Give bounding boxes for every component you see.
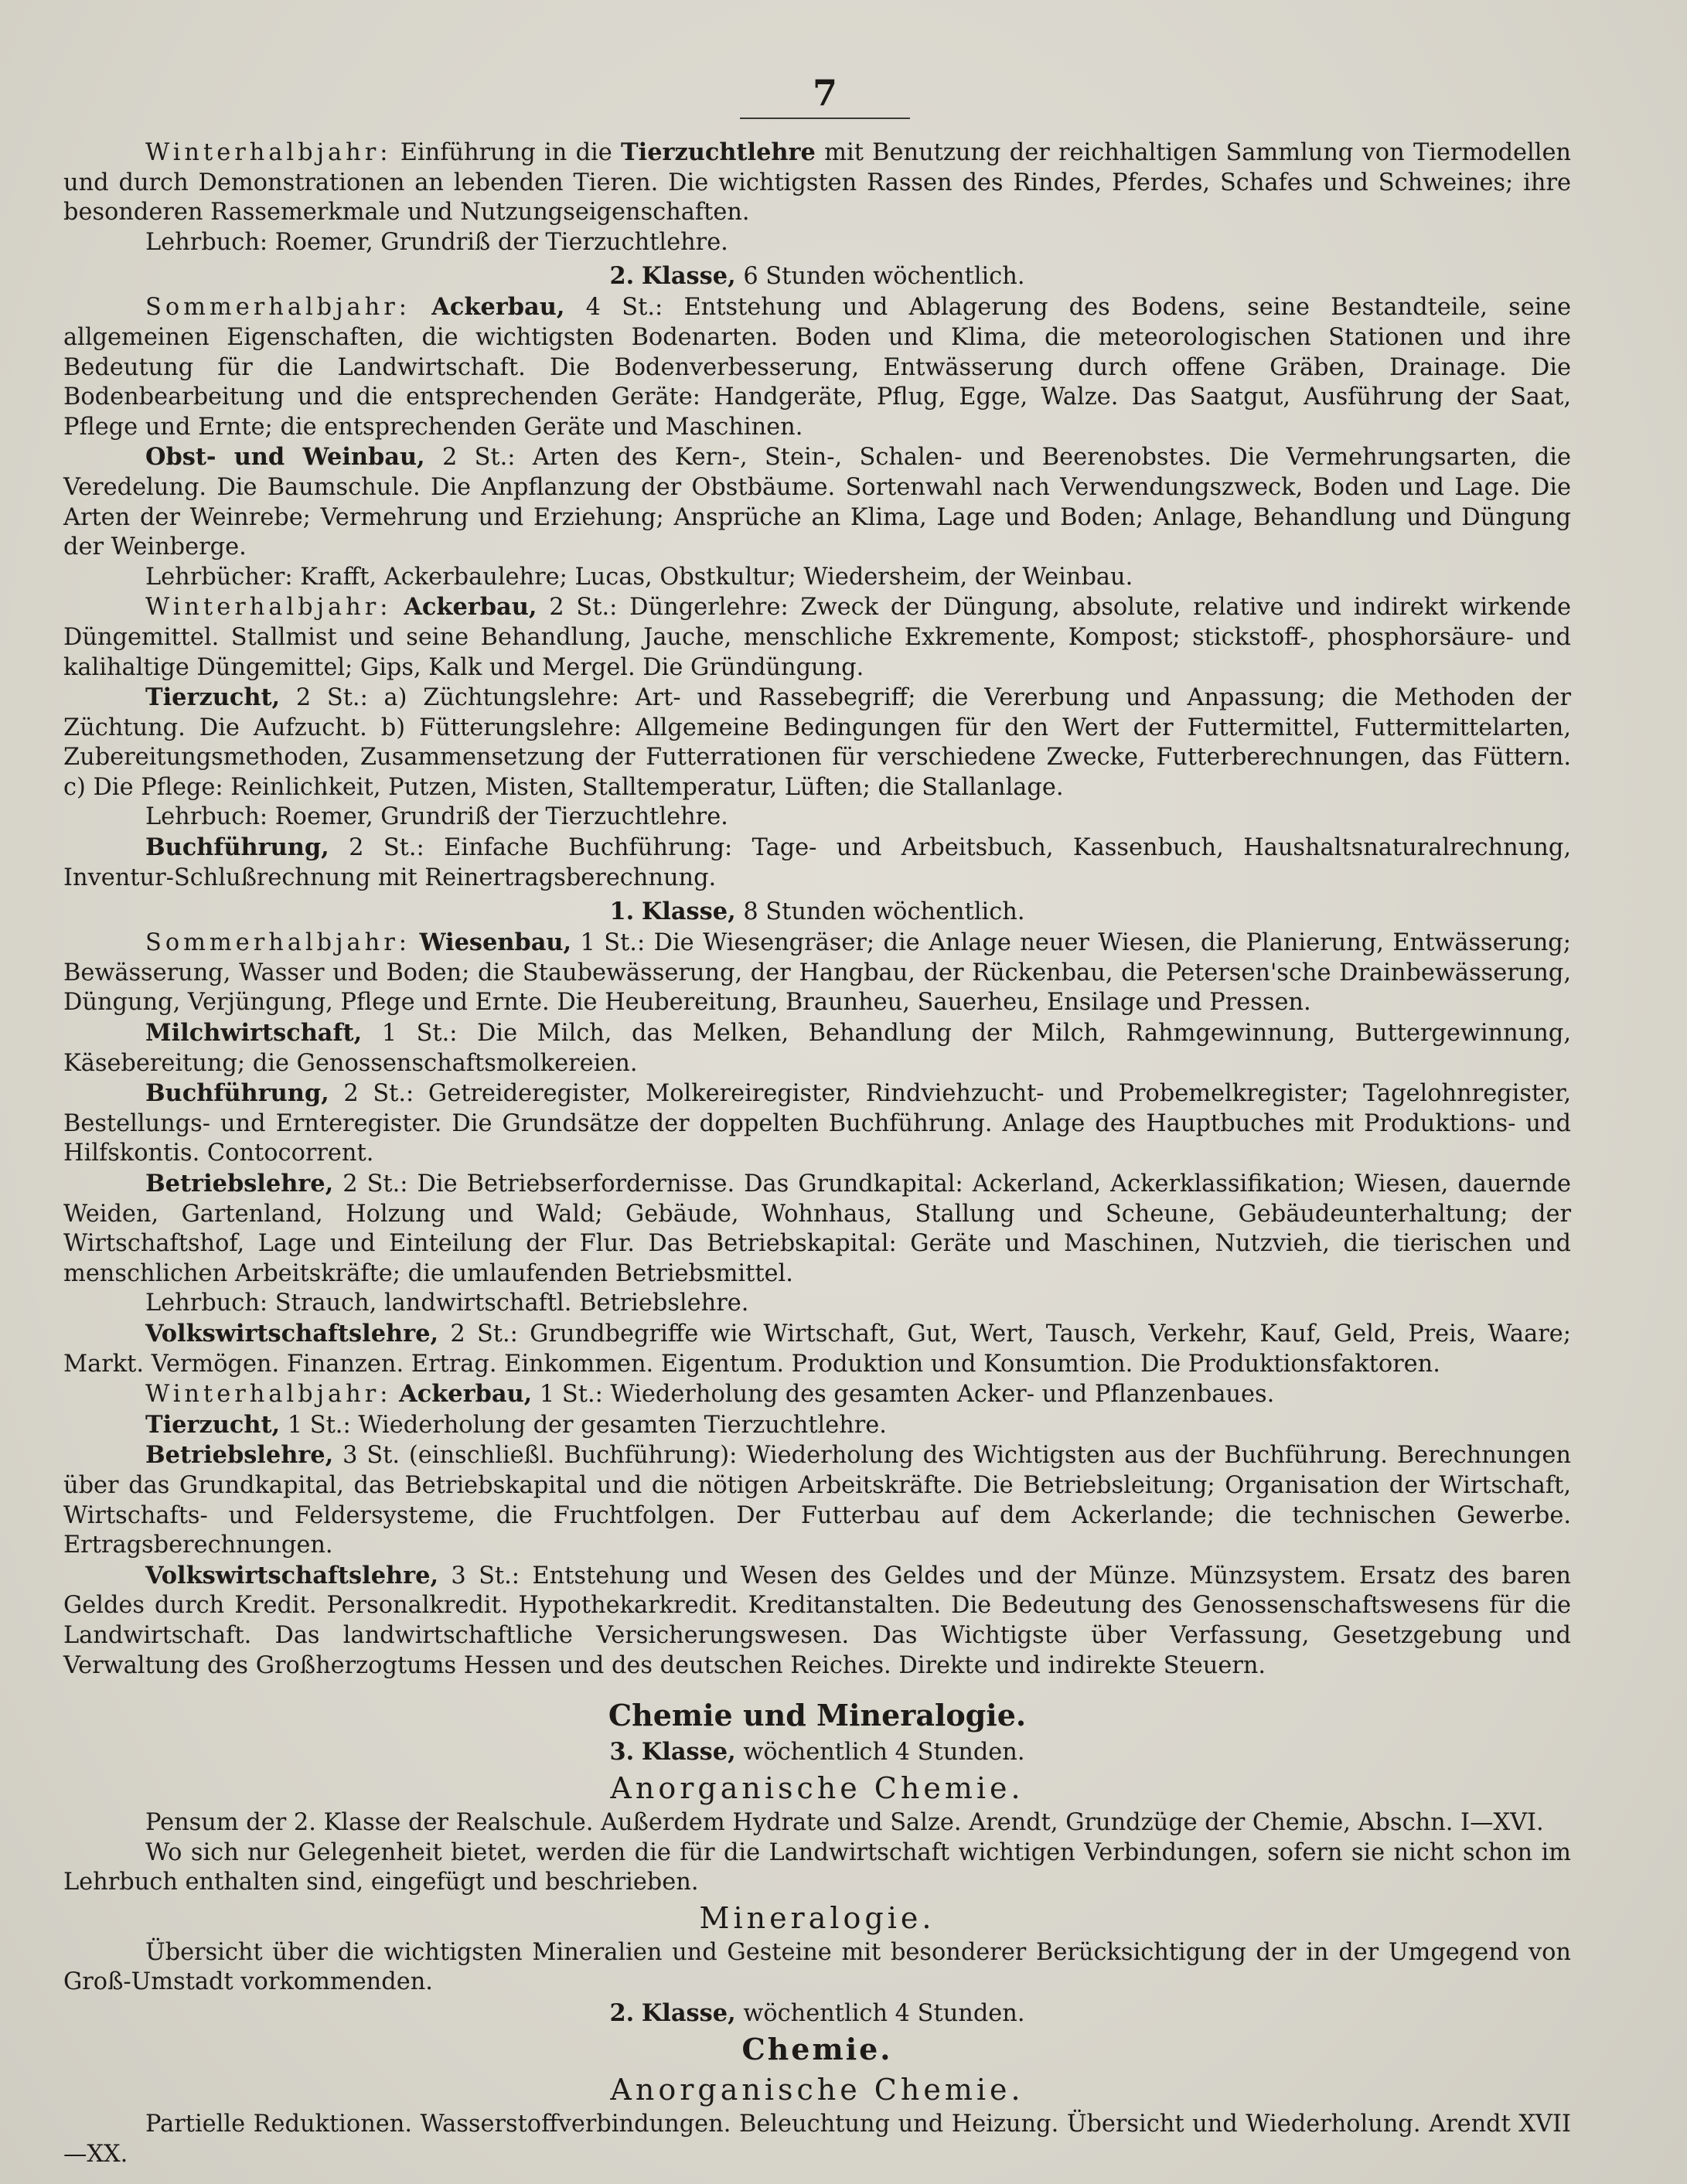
paragraph: Sommerhalbjahr: Wiesenbau, 1 St.: Die Wiesengräser; die Anlage neuer Wiesen, die Planierung, Entwässerung; Bewässerung, Wasser und Boden; die Staubewässerung, der Hangbau, der Rückenbau, die Petersen'sche Drainbewässerung, Düngung, Verjüngung, Pflege und Ernte. Die Heubereitung, Braunheu, Sauerheu, Ensilage und Pressen. — [63, 928, 1571, 1017]
subject-term: Tierzuchtlehre — [621, 138, 816, 166]
subheading-inorganic-chemistry-2: Anorganische Chemie. — [610, 2073, 1024, 2107]
paragraph: Betriebslehre, 2 St.: Die Betriebserfordernisse. Das Grundkapital: Ackerland, Ackerklassifikation; Wiesen, dauernde Weiden, Gartenland, Holzung und Wald; Gebäude, Wohnhaus, Stallung und Scheune, Gebäudeunterhaltung; der Wirtschaftshof, Lage und Einteilung der Flur. Das Betriebskapital: Geräte und Maschinen, Nutzvieh, die tierischen und menschlichen Arbeitskräfte; die umlaufenden Betriebsmittel. — [63, 1170, 1571, 1287]
section-chem-2 — [63, 2110, 1571, 2169]
section-klasse-1 — [63, 928, 1571, 1681]
paragraph: Winterhalbjahr: Einführung in die Tierzuchtlehre mit Benutzung der reichhaltigen Sammlung von Tiermodellen und durch Demonstrationen an lebenden Tieren. Die wichtigsten Rassen des Rindes, Pferdes, Schafes und Schweines; ihre besonderen Rassemerkmale und Nutzungseigenschaften. — [63, 138, 1572, 227]
subheading-inorganic-chemistry: Anorganische Chemie. — [610, 1771, 1024, 1806]
paragraph: Pensum der 2. Klasse der Realschule. Außerdem Hydrate und Salze. Arendt, Grundzüge der Chemie, Abschn. I—XVI. — [145, 1809, 1544, 1837]
paragraph: Lehrbuch: Roemer, Grundriß der Tierzuchtlehre. — [145, 803, 728, 831]
class-heading-1: 1. Klasse, 8 Stunden wöchentlich. — [609, 898, 1025, 926]
paragraph: Volkswirtschaftslehre, 3 St.: Entstehung und Wesen des Geldes und der Münze. Münzsystem. Ersatz des baren Geldes durch Kredit. Personalkredit. Hypothekarkredit. Kreditanstalten. Die Bedeutung des Genossenschaftswesens für die Landwirtschaft. Das landwirtschaftliche Versicherungswesen. Das Wichtigste über Verfassung, Gesetzgebung und Verwaltung des Großherzogtums Hessen und des deutschen Reiches. Direkte und indirekte Steuern. — [63, 1561, 1571, 1679]
paragraph: Obst- und Weinbau, 2 St.: Arten des Kern-, Stein-, Schalen- und Beerenobstes. Die Vermehrungsarten, die Veredelung. Die Baumschule. Die Anpflanzung der Obstbäume. Sortenwahl nach Verwendungszweck, Boden und Lage. Die Arten der Weinrebe; Vermehrung und Erziehung; Ansprüche an Klima, Lage und Boden; Anlage, Behandlung und Düngung der Weinberge. — [63, 443, 1571, 561]
paragraph: Sommerhalbjahr: Ackerbau, 4 St.: Entstehung und Ablagerung des Bodens, seine Bestandteile, seine allgemeinen Eigenschaften, die wichtigsten Bodenarten. Boden und Klima, die meteorologischen Stationen und ihre Bedeutung für die Landwirtschaft. Die Bodenverbesserung, Entwässerung durch offene Gräben, Drainage. Die Bodenbearbeitung und die entsprechenden Geräte: Handgeräte, Pflug, Egge, Walze. Das Saatgut, Ausführung der Saat, Pflege und Ernte; die entsprechenden Geräte und Maschinen. — [63, 293, 1571, 441]
paragraph: Winterhalbjahr: Ackerbau, 2 St.: Düngerlehre: Zweck der Düngung, absolute, relative und indirekt wirkende Düngemittel. Stallmist und seine Behandlung, Jauche, menschliche Exkremente, Kompost; stickstoff-, phosphorsäure- und kalihaltige Düngemittel; Gips, Kalk und Mergel. Die Gründüngung. — [63, 593, 1571, 681]
class-heading-3: 3. Klasse, wöchentlich 4 Stunden. — [609, 1738, 1025, 1767]
section-intro — [63, 138, 1571, 257]
paragraph: Lehrbücher: Krafft, Ackerbaulehre; Lucas, Obstkultur; Wiedersheim, der Weinbau. — [145, 563, 1133, 591]
paragraph: Milchwirtschaft, 1 St.: Die Milch, das Melken, Behandlung der Milch, Rahmgewinnung, Buttergewinnung, Käsebereitung; die Genossenschaftsmolkereien. — [63, 1019, 1571, 1077]
section-chem-3 — [63, 1808, 1571, 1898]
term-lead: Winterhalbjahr: — [145, 139, 392, 166]
paragraph: Tierzucht, 2 St.: a) Züchtungslehre: Art- und Rassebegriff; die Vererbung und Anpassung; die Methoden der Züchtung. Die Aufzucht. b) Fütterungslehre: Allgemeine Bedingungen für den Wert der Futtermittel, Futtermittelarten, Zubereitungsmethoden, Zusammensetzung der Futterrationen für verschiedene Zwecke, Futterberechnungen, das Füttern. c) Die Pflege: Reinlichkeit, Putzen, Misten, Stalltemperatur, Lüften; die Stallanlage. — [63, 683, 1571, 801]
paragraph: Buchführung, 2 St.: Einfache Buchführung: Tage- und Arbeitsbuch, Kassenbuch, Haushaltsnaturalrechnung, Inventur-Schlußrechnung mit Reinertragsberechnung. — [63, 833, 1571, 891]
page-number: 7 — [740, 71, 910, 119]
subheading-chemistry: Chemie. — [741, 2032, 893, 2067]
section-klasse-2 — [63, 292, 1571, 893]
paragraph: Partielle Reduktionen. Wasserstoffverbindungen. Beleuchtung und Heizung. Übersicht und Wiederholung. Arendt XVII—XX. — [63, 2111, 1571, 2168]
subheading-mineralogy: Mineralogie. — [699, 1900, 936, 1935]
paragraph: Volkswirtschaftslehre, 2 St.: Grundbegriffe wie Wirtschaft, Gut, Wert, Tausch, Verkehr, Kauf, Geld, Preis, Waare; Markt. Vermögen. Finanzen. Ertrag. Einkommen. Eigentum. Produktion und Konsumtion. Die Produktionsfaktoren. — [63, 1319, 1571, 1378]
paragraph: Lehrbuch: Roemer, Grundriß der Tierzuchtlehre. — [145, 228, 728, 256]
paragraph: Winterhalbjahr: Ackerbau, 1 St.: Wiederholung des gesamten Acker- und Pflanzenbaues. — [145, 1380, 1275, 1409]
paragraph: Lehrbuch: Strauch, landwirtschaftl. Betriebslehre. — [145, 1290, 749, 1317]
paragraph: Buchführung, 2 St.: Getreideregister, Molkereiregister, Rindviehzucht- und Probemelkregister; Tagelohnregister, Bestellungs- und Ernteregister. Die Grundsätze der doppelten Buchführung. Anlage des Hauptbuches mit Produktions- und Hilfskontis. Contocorrent. — [63, 1079, 1571, 1167]
paragraph: Tierzucht, 1 St.: Wiederholung der gesamten Tierzuchtlehre. — [145, 1410, 887, 1439]
paragraph: Wo sich nur Gelegenheit bietet, werden die für die Landwirtschaft wichtigen Verbindungen, sofern sie nicht schon im Lehrbuch enthalten sind, eingefügt und beschrieben. — [63, 1838, 1571, 1896]
paragraph: Betriebslehre, 3 St. (einschließl. Buchführung): Wiederholung des Wichtigsten aus der Buchführung. Berechnungen über das Grundkapital, das Betriebskapital und die nötigen Arbeitskräfte. Die Betriebsleitung; Organisation der Wirtschaft, Wirtschafts- und Feldersysteme, die Fruchtfolgen. Der Futterbau auf dem Ackerlande; die technischen Gewerbe. Ertragsberechnungen. — [63, 1441, 1571, 1559]
class-heading-2b: 2. Klasse, wöchentlich 4 Stunden. — [609, 1999, 1025, 2028]
section-title-chemistry: Chemie und Mineralogie. — [608, 1698, 1027, 1733]
section-mineralogy — [63, 1938, 1571, 1998]
paragraph: Übersicht über die wichtigsten Mineralien und Gesteine mit besonderer Berücksichtigung der in der Umgegend von Groß-Umstadt vorkommenden. — [63, 1938, 1571, 1996]
class-heading-2: 2. Klasse, 6 Stunden wöchentlich. — [609, 262, 1025, 291]
